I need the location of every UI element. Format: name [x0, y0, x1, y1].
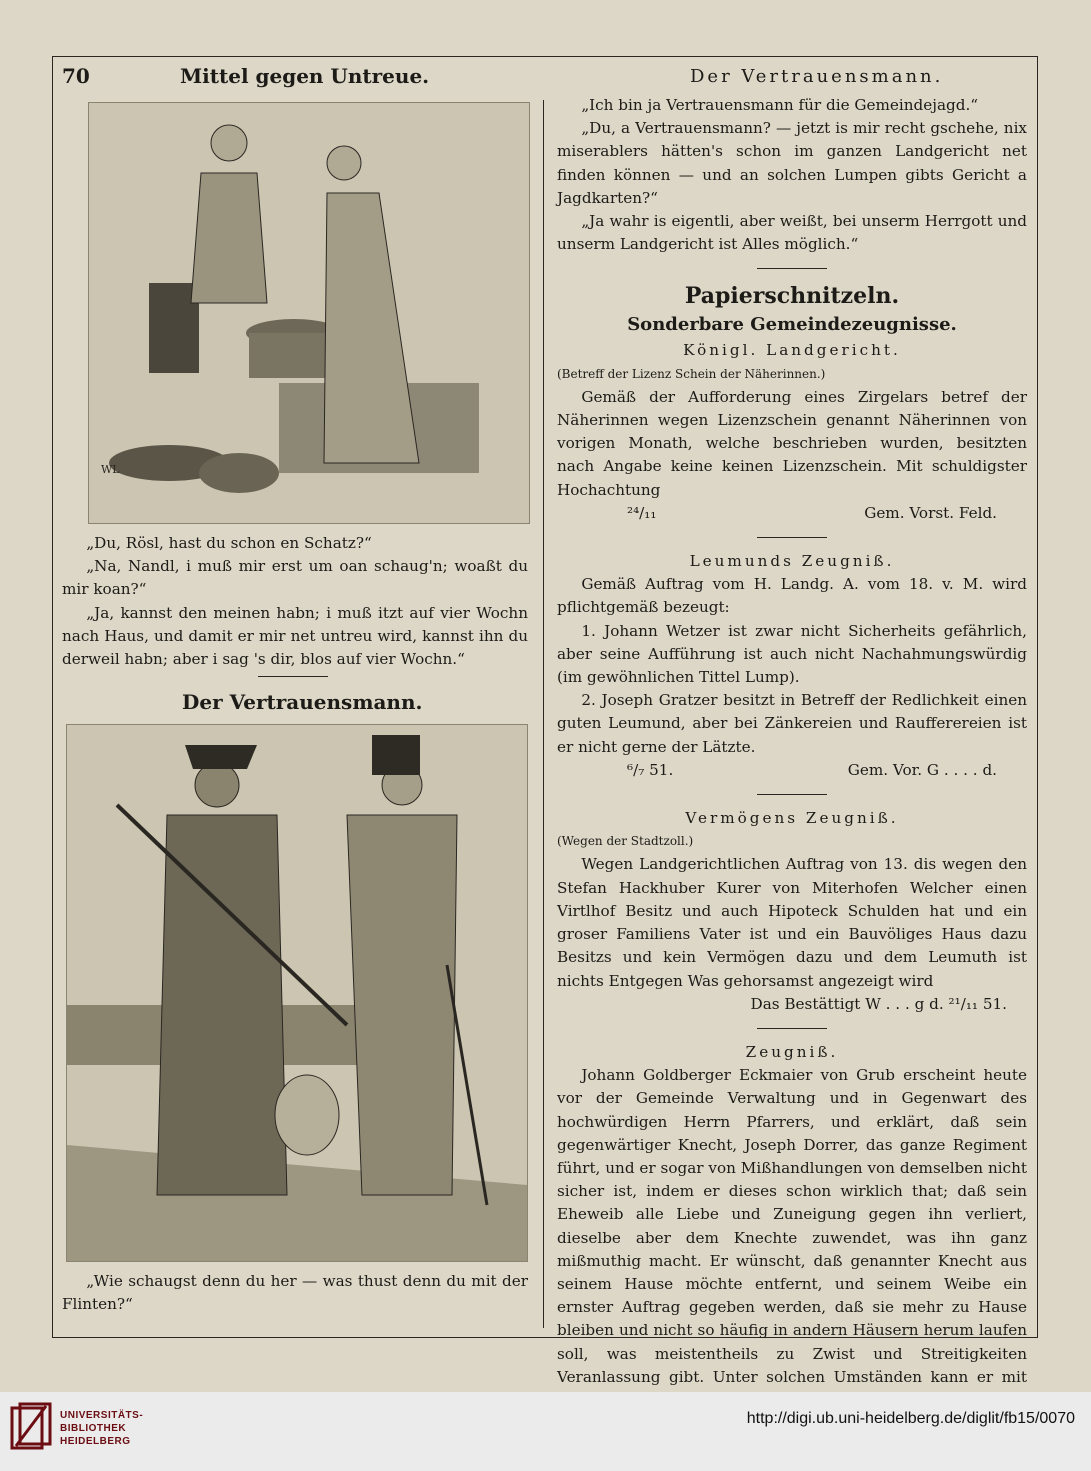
- dialogue-line: „Ja, kannst den meinen habn; i muß itzt auf vier Wochn nach Haus, und damit er mir net untreu wird, kannst ihn du derweil habn; aber i sag 's dir, blos auf vier Wochn.“: [62, 603, 528, 669]
- doc2-item1: 1. Johann Wetzer ist zwar nicht Sicherheits gefährlich, aber seine Aufführung ist auch nicht Nachahmungswürdig (im gewöhnlichen Tittel Lump).: [557, 621, 1027, 687]
- permalink-url[interactable]: http://digi.ub.uni-heidelberg.de/diglit/fb15/0070: [746, 1410, 1075, 1427]
- dialogue-line: „Du, Rösl, hast du schon en Schatz?“: [86, 534, 372, 552]
- doc2-sign: Gem. Vor. G . . . . d.: [847, 760, 997, 779]
- intro-line: „Ich bin ja Vertrauensmann für die Gemeindejagd.“: [581, 96, 979, 114]
- doc3-sign: Das Bestättigt W . . . g d. ²¹/₁₁ 51.: [750, 994, 1007, 1013]
- doc1-date: ²⁴/₁₁: [627, 503, 657, 522]
- intro-line: „Du, a Vertrauensmann? — jetzt is mir recht gschehe, nix miserablers hätten's schon im ganzen Landgericht net finden können — und an solchen Lumpen gibts Gericht a Jagdkarten?“: [557, 119, 1027, 207]
- doc1-heading: Königl. Landgericht.: [683, 341, 901, 360]
- doc2-signoff: [557, 759, 1027, 782]
- section-title-vertrauensmann: Der Vertrauensmann.: [182, 690, 423, 714]
- left-dialogue2: „Wie schaugst denn du her — was thust denn du mit der Flinten?“: [62, 1272, 528, 1314]
- smoker-top-hat: [372, 735, 420, 775]
- left-dialogue1: [62, 532, 528, 671]
- page-number: 70: [62, 64, 90, 88]
- rule: [757, 794, 827, 795]
- laundry-basket: [199, 453, 279, 493]
- sub-title: Sonderbare Gemeindezeugnisse.: [627, 314, 957, 336]
- dialogue-line: „Na, Nandl, i muß mir erst um oan schaug'n; woaßt du mir koan?“: [62, 557, 528, 599]
- right-header-title: Der Vertrauensmann.: [690, 66, 944, 87]
- woman-left-head: [211, 125, 247, 161]
- column-divider: [543, 100, 544, 1328]
- washerwomen-engraving: [89, 103, 529, 523]
- dog: [275, 1075, 339, 1155]
- left-header-title: Mittel gegen Untreue.: [180, 64, 430, 88]
- intro-line: „Ja wahr is eigentli, aber weißt, bei unserm Herrgott und unserm Landgericht ist Alles möglich.“: [557, 212, 1027, 254]
- logo-mark-icon: [8, 1402, 54, 1454]
- section-rule: [258, 676, 328, 677]
- doc3-note: (Wegen der Stadtzoll.): [557, 834, 694, 849]
- doc2-heading: Leumunds Zeugniß.: [689, 552, 895, 571]
- doc4-body: Johann Goldberger Eckmaier von Grub erscheint heute vor der Gemeinde Verwaltung und in Gegenwart des hochwürdigen Herrn Pfarrers, und erklärt, daß sein gegenwärtiger Knecht, Joseph Dorrer, das ganze Regiment führt, und er sogar von Mißhandlungen von demselben nicht sicher ist, indem er dieses schon wirklich that; daß sein Eheweib alle Liebe und Zuneigung gegen ihn verliert, dieselbe aber dem Knechte zuwendet, was ihn ganz mißmuthig macht. Er wünscht, daß genannter Knecht aus seinem Hause möchte entfernt, und seinem Weibe ein ernster Auftrag gegeben werden, daß sie mehr zu Hause bleiben und nicht so häufig in andern Häusern herum laufen soll, was meistentheils zu Zwist und Streitigkeiten Veranlassung gibt. Unter solchen Umständen kann er mit: [557, 1066, 1027, 1386]
- doc1-note: (Betreff der Lizenz Schein der Näherinnen.): [557, 366, 826, 381]
- woman-left-figure: [191, 173, 267, 303]
- library-name-line1: UNIVERSITÄTS-: [60, 1410, 144, 1421]
- rule: [757, 537, 827, 538]
- doc1-signoff: [557, 502, 1027, 525]
- main-title: Papierschnitzeln.: [684, 283, 900, 310]
- rule: [757, 268, 827, 269]
- two-men-engraving: [67, 725, 527, 1261]
- right-column: [557, 94, 1027, 1412]
- rule: [757, 1028, 827, 1029]
- doc1-sign: Gem. Vorst. Feld.: [864, 503, 997, 522]
- doc2-item2: 2. Joseph Gratzer besitzt in Betreff der Redlichkeit einen guten Leumund, aber bei Zänkereien und Raufferereien ist er nicht gerne der Lätzte.: [557, 691, 1027, 756]
- library-name-line2: BIBLIOTHEK: [60, 1423, 127, 1434]
- doc1-body: Gemäß der Aufforderung eines Zirgelars betref der Näherinnen wegen Lizenzschein genannt Näherinnen von vorigen Monath, welche beschrieben wurden, besitzten nach Angabe keine keinen Lizenzschein. Mit schuldigster Hochachtung: [557, 387, 1027, 499]
- library-name-line3: HEIDELBERG: [60, 1436, 131, 1447]
- artist-signature: WL: [101, 463, 120, 476]
- doc3-heading: Vermögens Zeugniß.: [685, 809, 899, 828]
- university-logo-icon[interactable]: [8, 1402, 54, 1454]
- woman-right-head: [327, 146, 361, 180]
- doc4-heading: Zeugniß.: [745, 1042, 839, 1061]
- viewer-footer: [0, 1392, 1091, 1471]
- illustration-washerwomen: [88, 102, 530, 524]
- doc3-body: Wegen Landgerichtlichen Auftrag von 13. dis wegen den Stefan Hackhuber Kurer von Miterhofen Welcher einen Virtlhof Besitz und auch Hipoteck Schulden hat und ein groser Familiens Vater ist und ein Bauvöliges Haus dazu Besitzs und kein Vermögen dazu und dem Leumuth ist nichts Entgegen Was gehorsamst angezeigt wird: [557, 855, 1027, 990]
- smoker-figure: [347, 815, 457, 1195]
- hunter-head: [195, 763, 239, 807]
- doc2-body: Gemäß Auftrag vom H. Landg. A. vom 18. v. M. wird pflichtgemäß bezeugt:: [557, 575, 1027, 617]
- illustration-two-men: [66, 724, 528, 1262]
- doc2-date: ⁶/₇ 51.: [627, 760, 674, 779]
- hunter-figure: [157, 815, 287, 1195]
- hunter-hat: [185, 745, 257, 769]
